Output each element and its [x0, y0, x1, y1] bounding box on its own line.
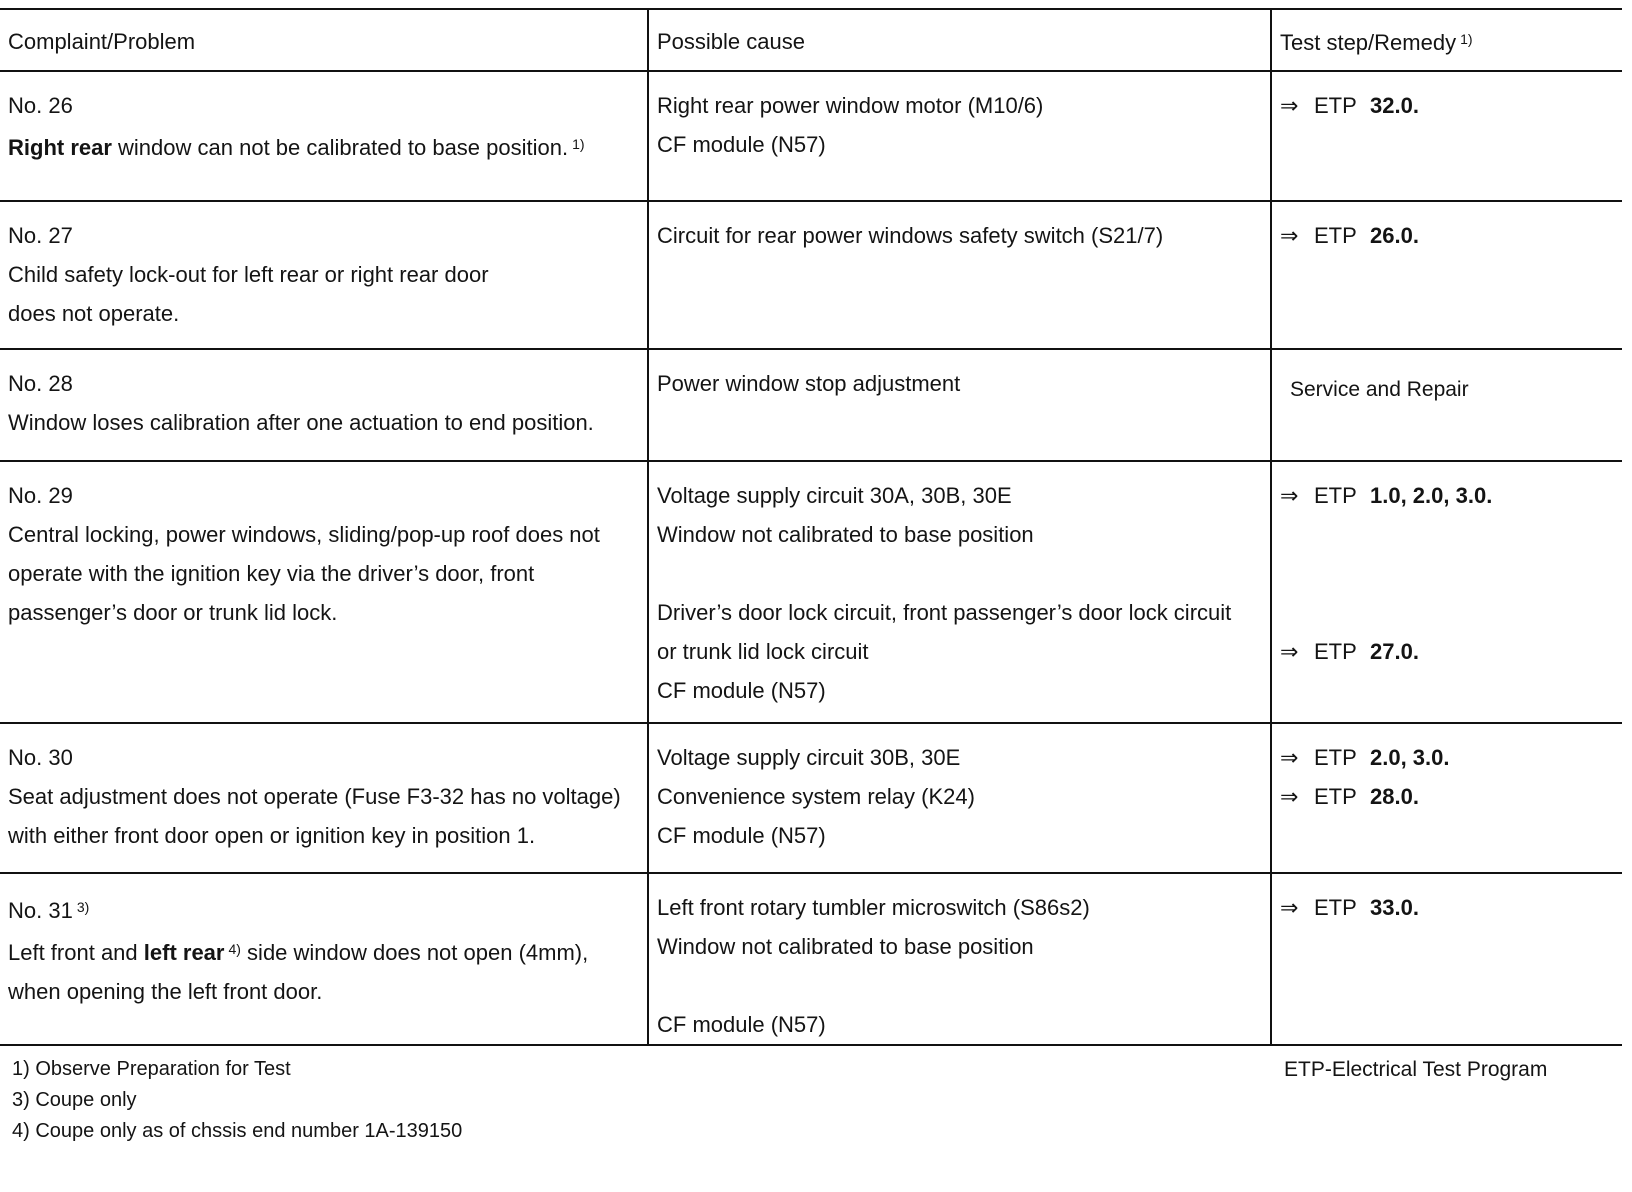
etp-label: ETP — [1314, 223, 1357, 248]
table-row — [0, 873, 1622, 1045]
cause-line: Right rear power window motor (M10/6) — [657, 93, 1044, 118]
complaint-text: when opening the left front door. — [8, 979, 323, 1004]
complaint-number — [8, 364, 639, 403]
footnote: 3) Coupe only — [12, 1089, 137, 1111]
etp-steps: 32.0. — [1370, 93, 1419, 118]
footnote: 1) Observe Preparation for Test — [12, 1058, 291, 1080]
spacer — [1280, 593, 1614, 632]
complaint-text: operate with the ignition key via the driver’s door, front — [8, 561, 535, 586]
complaint-cell — [0, 723, 648, 873]
complaint-number-text: No. 31 — [8, 898, 73, 923]
complaint-cell — [0, 461, 648, 723]
complaint-cell — [0, 349, 648, 461]
complaint-number — [8, 888, 639, 930]
complaint-number-text: No. 27 — [8, 223, 73, 248]
etp-steps: 26.0. — [1370, 223, 1419, 248]
remedy-cell — [1271, 461, 1622, 723]
cause-line: Left front rotary tumbler microswitch (S86s2) — [657, 895, 1090, 920]
complaint-text: Left front and — [8, 940, 144, 965]
spacer — [1280, 515, 1614, 554]
complaint-number-text: No. 30 — [8, 745, 73, 770]
cause-line: Voltage supply circuit 30A, 30B, 30E — [657, 483, 1012, 508]
complaint-text-line — [8, 777, 639, 816]
complaint-text-line — [8, 554, 639, 593]
etp-label: ETP — [1314, 483, 1357, 508]
complaint-text-line — [8, 515, 639, 554]
cause-line: or trunk lid lock circuit — [657, 639, 869, 664]
table-body — [0, 71, 1622, 1045]
cause-line: Voltage supply circuit 30B, 30E — [657, 745, 961, 770]
complaint-text: passenger’s door or trunk lid lock. — [8, 600, 338, 625]
footnote-ref: 4) — [228, 941, 241, 957]
footnote-ref: 1) — [572, 136, 585, 152]
remedy-cell — [1271, 349, 1622, 461]
complaint-text-line — [8, 593, 639, 632]
remedy-cell — [1271, 873, 1622, 1045]
remedy-line — [1280, 632, 1614, 671]
cause-cell — [648, 461, 1271, 723]
complaint-number-text: No. 26 — [8, 93, 73, 118]
complaint-text: does not operate. — [8, 301, 180, 326]
complaint-text-line — [8, 972, 639, 1011]
complaint-text-line — [8, 816, 639, 855]
header-cause: Possible cause — [648, 9, 1271, 71]
complaint-text: Window loses calibration after one actuation to end position. — [8, 410, 594, 435]
cause-cell — [648, 723, 1271, 873]
footnote: 4) Coupe only as of chssis end number 1A-139150 — [12, 1120, 463, 1142]
arrow-icon: ⇒ — [1280, 639, 1299, 664]
remedy-cell — [1271, 201, 1622, 349]
cause-line: Power window stop adjustment — [657, 371, 961, 396]
cause-line: CF module (N57) — [657, 1012, 826, 1037]
remedy-line — [1280, 738, 1614, 777]
complaint-number-footnote: 3) — [76, 899, 90, 915]
etp-legend: ETP-Electrical Test Program — [1284, 1058, 1548, 1081]
arrow-icon: ⇒ — [1280, 895, 1299, 920]
complaint-number — [8, 216, 639, 255]
complaint-cell — [0, 873, 648, 1045]
table-row — [0, 461, 1622, 723]
cause-cell — [648, 873, 1271, 1045]
cause-line: CF module (N57) — [657, 678, 826, 703]
complaint-text: Right rear — [8, 135, 112, 160]
complaint-text-line — [8, 930, 639, 972]
complaint-text: left rear — [143, 940, 225, 965]
cause-line: Window not calibrated to base position — [657, 522, 1034, 547]
etp-steps: 2.0, 3.0. — [1370, 745, 1450, 770]
remedy-line — [1280, 86, 1614, 125]
complaint-text-line — [8, 294, 639, 333]
complaint-number-text: No. 29 — [8, 483, 73, 508]
complaint-text-line — [8, 125, 639, 167]
cause-cell — [648, 71, 1271, 201]
cause-cell — [648, 201, 1271, 349]
complaint-text-line — [8, 403, 639, 442]
etp-label: ETP — [1314, 93, 1357, 118]
remedy-line — [1280, 216, 1614, 255]
cause-cell — [648, 349, 1271, 461]
spacer — [657, 554, 1262, 593]
complaint-cell — [0, 201, 648, 349]
complaint-number — [8, 738, 639, 777]
etp-steps: 33.0. — [1370, 895, 1419, 920]
table-header-row — [0, 9, 1622, 71]
remedy-line — [1280, 476, 1614, 515]
etp-label: ETP — [1314, 895, 1357, 920]
table-row — [0, 71, 1622, 201]
complaint-text: with either front door open or ignition key in position 1. — [8, 823, 536, 848]
cause-line: CF module (N57) — [657, 823, 826, 848]
complaint-text: Child safety lock-out for left rear or right rear door — [8, 262, 489, 287]
complaint-text: side window does not open (4mm), — [240, 940, 589, 965]
etp-steps: 1.0, 2.0, 3.0. — [1370, 483, 1493, 508]
arrow-icon: ⇒ — [1280, 784, 1299, 809]
cause-line: Window not calibrated to base position — [657, 934, 1034, 959]
cause-line: CF module (N57) — [657, 132, 826, 157]
troubleshooting-table — [0, 8, 1622, 1046]
complaint-number — [8, 476, 639, 515]
complaint-number-text: No. 28 — [8, 371, 73, 396]
complaint-text: window can not be calibrated to base position. — [111, 135, 569, 160]
remedy-text: Service and Repair — [1290, 378, 1469, 401]
complaint-text: Seat adjustment does not operate (Fuse F3-32 has no voltage) — [8, 784, 621, 809]
etp-steps: 28.0. — [1370, 784, 1419, 809]
header-remedy-footnote: 1) — [1460, 31, 1473, 47]
cause-line: Driver’s door lock circuit, front passenger’s door lock circuit — [657, 600, 1232, 625]
spacer — [657, 966, 1262, 1005]
cause-line: Circuit for rear power windows safety switch (S21/7) — [657, 223, 1164, 248]
table-row — [0, 349, 1622, 461]
etp-label: ETP — [1314, 745, 1357, 770]
arrow-icon: ⇒ — [1280, 745, 1299, 770]
complaint-text: Central locking, power windows, sliding/pop-up roof does not — [8, 522, 600, 547]
arrow-icon: ⇒ — [1280, 93, 1299, 118]
complaint-cell — [0, 71, 648, 201]
cause-line: Convenience system relay (K24) — [657, 784, 975, 809]
complaint-number — [8, 86, 639, 125]
remedy-cell — [1271, 71, 1622, 201]
table-row — [0, 723, 1622, 873]
etp-steps: 27.0. — [1370, 639, 1419, 664]
arrow-icon: ⇒ — [1280, 483, 1299, 508]
remedy-cell — [1271, 723, 1622, 873]
complaint-text-line — [8, 255, 639, 294]
etp-label: ETP — [1314, 784, 1357, 809]
header-complaint: Complaint/Problem — [0, 9, 648, 71]
header-remedy — [1271, 9, 1622, 71]
arrow-icon: ⇒ — [1280, 223, 1299, 248]
spacer — [1280, 554, 1614, 593]
header-remedy-label: Test step/Remedy — [1280, 30, 1457, 55]
etp-label: ETP — [1314, 639, 1357, 664]
footnotes — [12, 1054, 462, 1147]
remedy-line — [1280, 777, 1614, 816]
table-row — [0, 201, 1622, 349]
remedy-line — [1280, 888, 1614, 927]
